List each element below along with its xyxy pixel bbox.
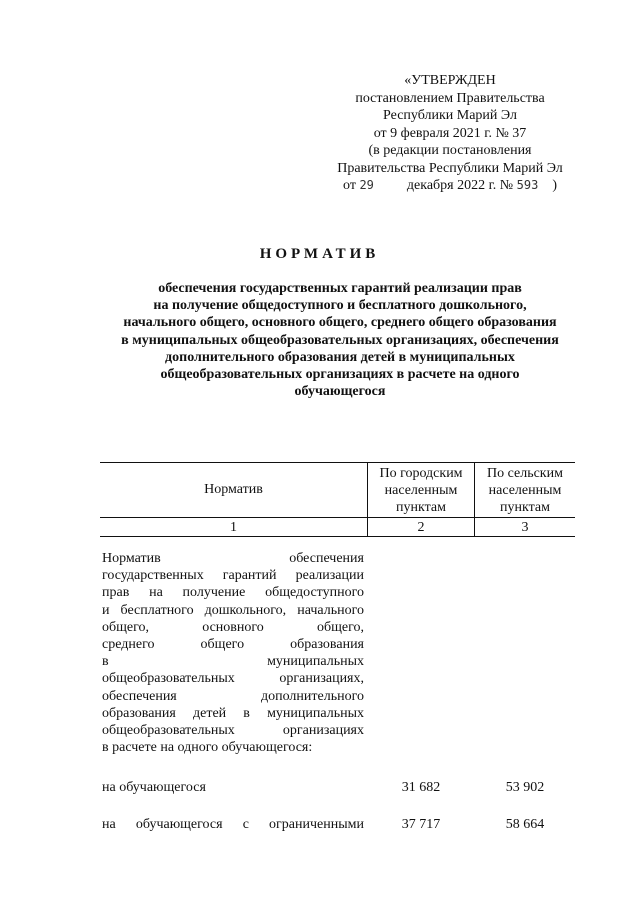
description-line: среднего общего образования: [102, 637, 364, 653]
table-header-bottom-border: [100, 517, 575, 518]
header-col-2-line: По городским: [379, 466, 463, 481]
description-line: в расчете на одного обучающегося:: [102, 740, 313, 756]
approval-line-2: постановлением Правительства: [355, 90, 545, 106]
row-1-rural-value: 53 902: [505, 780, 545, 795]
approval-line-3: Республики Марий Эл: [383, 108, 517, 123]
description-line: образования детей в муниципальных: [102, 705, 364, 721]
column-number-3: 3: [521, 520, 529, 535]
approval-stamp: [300, 72, 600, 195]
title-line: в муниципальных общеобразовательных организациях, обеспечения: [121, 332, 559, 348]
title-line: на получение общедоступного и бесплатного дошкольного,: [153, 298, 527, 314]
row-2-rural-value: 58 664: [505, 817, 545, 832]
title-line: обеспечения государственных гарантий реализации прав: [158, 281, 522, 296]
description-line: общеобразовательных организациях: [102, 723, 364, 739]
approval-line-7-prefix: от: [343, 178, 356, 193]
title-line: дополнительного образования детей в муниципальных: [165, 349, 515, 365]
norm-description: [102, 550, 364, 756]
column-number-2: 2: [417, 520, 425, 535]
row-2-urban-value: 37 717: [401, 817, 441, 832]
approval-line-7-mid: декабря 2022 г. №: [406, 178, 514, 193]
approval-line-7: [300, 177, 600, 195]
table-numbers-bottom-border: [100, 536, 575, 537]
row-label-per-student: на обучающегося: [102, 780, 206, 795]
document-heading: НОРМАТИВ: [259, 246, 380, 262]
header-col-3-line: пунктам: [500, 500, 550, 515]
approval-line-5: (в редакции постановления: [368, 143, 532, 158]
title-line: начального общего, основного общего, среднего общего образования: [123, 315, 557, 331]
approval-line-6: Правительства Республики Марий Эл: [337, 160, 563, 176]
header-col-3-line: населенным: [488, 483, 562, 498]
title-line: обучающегося: [294, 384, 386, 400]
description-line: государственных гарантий реализации: [102, 568, 364, 584]
approval-line-4: от 9 февраля 2021 г. № 37: [373, 125, 527, 141]
document-title: [95, 280, 585, 400]
description-line: общего, основного общего,: [102, 619, 364, 635]
row-1-urban-value: 31 682: [401, 780, 441, 795]
header-col-2: [368, 465, 474, 516]
description-line: Норматив обеспечения: [102, 551, 364, 566]
title-line: общеобразовательных организациях в расчете на одного: [160, 367, 520, 383]
description-line: обеспечения дополнительного: [102, 688, 364, 704]
column-number-1: 1: [230, 520, 237, 535]
description-line: прав на получение общедоступного: [102, 585, 364, 601]
approval-number-handwritten: 593: [516, 178, 539, 192]
description-line: в муниципальных: [102, 654, 364, 670]
header-col-3-line: По сельским: [487, 466, 563, 481]
approval-line-7-suffix: ): [552, 178, 557, 193]
row-label-per-student-disabilities: на обучающегося с ограниченными: [102, 817, 364, 832]
header-col-2-line: пунктам: [396, 500, 446, 515]
header-col-3: [475, 465, 575, 516]
description-line: общеобразовательных организациях,: [102, 671, 364, 687]
header-col-1: Норматив: [204, 482, 263, 497]
header-col-2-line: населенным: [384, 483, 458, 498]
approval-day-handwritten: 29: [359, 178, 374, 192]
description-line: и бесплатного дошкольного, начального: [102, 602, 364, 618]
table-top-border: [100, 462, 575, 463]
approval-line-1: «УТВЕРЖДЕН: [404, 73, 496, 88]
